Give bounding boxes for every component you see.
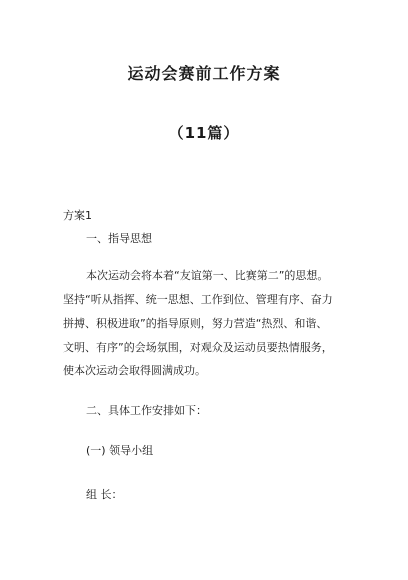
paragraph-line: 坚持“听从指挥、统一思想、工作到位、管理有序、奋力 (63, 293, 333, 306)
paragraph-line: 本次运动会将本着“友谊第一、比赛第二”的思想。 (86, 269, 329, 282)
document-subtitle: （11篇） (168, 124, 240, 142)
section-heading-guiding-ideology: 一、指导思想 (86, 232, 152, 245)
paragraph-line: 文明、有序”的会场氛围，对观众及运动员要热情服务， (63, 341, 333, 354)
leader-label: 组 长： (86, 488, 123, 501)
plan-label: 方案1 (63, 209, 92, 222)
document-title: 运动会赛前工作方案 (127, 64, 281, 83)
paragraph-line: 拼搏、积极进取”的指导原则，努力营造“热烈、和谐、 (63, 317, 328, 330)
section-heading-work-arrangement: 二、具体工作安排如下： (86, 404, 207, 417)
subsection-heading-leadership-group: (一) 领导小组 (86, 444, 154, 457)
paragraph-line: 使本次运动会取得圆满成功。 (63, 364, 206, 377)
